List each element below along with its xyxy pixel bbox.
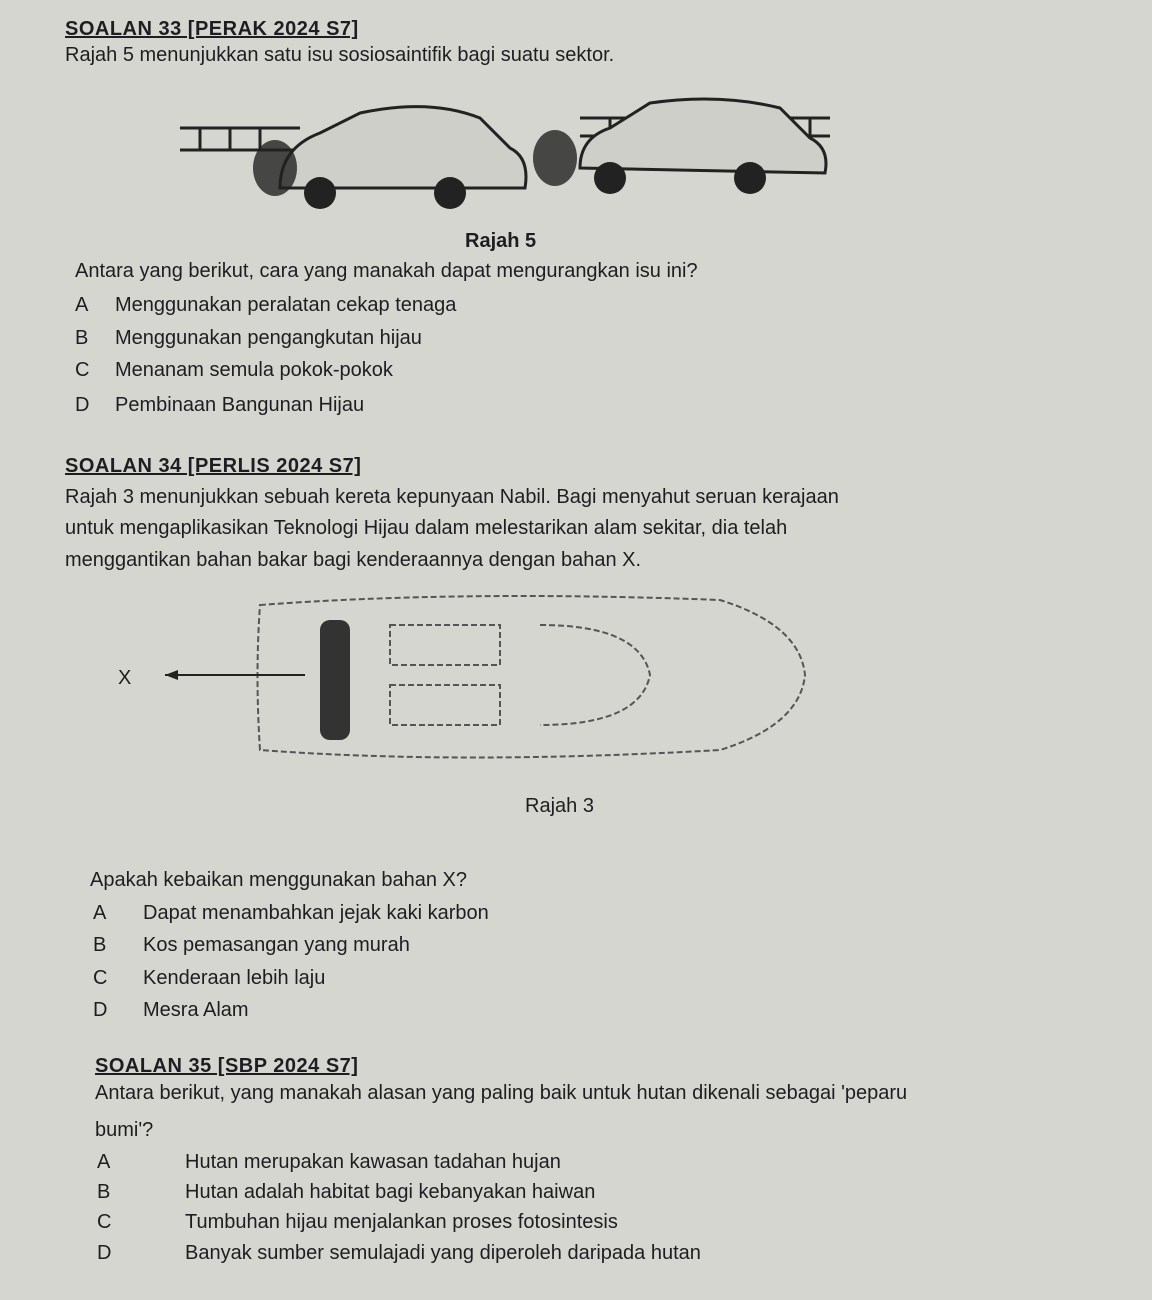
q34-figure-caption: Rajah 3: [525, 795, 594, 817]
option-letter: D: [93, 999, 108, 1021]
q35-question-line: bumi'?: [95, 1119, 154, 1141]
option-letter: B: [75, 327, 89, 349]
option-text: Tumbuhan hijau menjalankan proses fotosintesis: [185, 1211, 618, 1233]
q35-question-line: Antara berikut, yang manakah alasan yang paling baik untuk hutan dikenali sebagai 'peparu: [95, 1082, 908, 1104]
q34-intro-line: Rajah 3 menunjukkan sebuah kereta kepunyaan Nabil. Bagi menyahut seruan kerajaan: [65, 486, 839, 508]
x-label: X: [118, 667, 132, 689]
option-letter: C: [97, 1211, 112, 1233]
q34-intro-line: menggantikan bahan bakar bagi kenderaannya dengan bahan X.: [65, 549, 642, 571]
q33-option-b[interactable]: [75, 327, 422, 350]
option-text: Dapat menambahkan jejak kaki karbon: [143, 902, 489, 924]
q33-question: Antara yang berikut, cara yang manakah dapat mengurangkan isu ini?: [75, 260, 698, 282]
q34-intro-line: untuk mengaplikasikan Teknologi Hijau dalam melestarikan alam sekitar, dia telah: [65, 517, 788, 539]
q33-option-c[interactable]: [75, 359, 393, 382]
option-letter: D: [75, 394, 90, 416]
car-left: [280, 107, 526, 188]
option-text: Pembinaan Bangunan Hijau: [115, 394, 365, 416]
traffic-jam-figure: [180, 88, 830, 223]
option-letter: A: [97, 1151, 111, 1173]
option-letter: A: [75, 294, 89, 316]
q34-heading: SOALAN 34 [PERLIS 2024 S7]: [65, 455, 362, 477]
option-text: Hutan adalah habitat bagi kebanyakan haiwan: [185, 1181, 596, 1203]
option-letter: B: [97, 1181, 111, 1203]
option-text: Kenderaan lebih laju: [143, 967, 326, 989]
option-text: Mesra Alam: [143, 999, 249, 1021]
q35-option-c[interactable]: [97, 1211, 618, 1234]
option-letter: B: [93, 934, 107, 956]
car-top-view-figure: [160, 585, 810, 765]
q34-option-c[interactable]: [93, 967, 325, 990]
q33-heading: SOALAN 33 [PERAK 2024 S7]: [65, 18, 359, 40]
q34-option-a[interactable]: [93, 902, 489, 925]
option-text: Menggunakan peralatan cekap tenaga: [115, 294, 457, 316]
option-letter: C: [93, 967, 108, 989]
option-text: Menanam semula pokok-pokok: [115, 359, 393, 381]
option-letter: D: [97, 1242, 112, 1264]
q34-option-b[interactable]: [93, 934, 410, 957]
q33-option-d[interactable]: [75, 394, 364, 417]
q33-intro: Rajah 5 menunjukkan satu isu sosiosaintifik bagi suatu sektor.: [65, 44, 615, 66]
option-text: Banyak sumber semulajadi yang diperoleh daripada hutan: [185, 1242, 701, 1264]
q35-heading: SOALAN 35 [SBP 2024 S7]: [95, 1055, 359, 1077]
q34-option-d[interactable]: [93, 999, 249, 1022]
option-text: Kos pemasangan yang murah: [143, 934, 410, 956]
q35-option-a[interactable]: [97, 1151, 561, 1174]
q35-option-b[interactable]: [97, 1181, 595, 1204]
option-letter: C: [75, 359, 90, 381]
q35-option-d[interactable]: [97, 1242, 701, 1265]
car-right: [580, 99, 826, 173]
q33-option-a[interactable]: [75, 294, 456, 317]
option-text: Hutan merupakan kawasan tadahan hujan: [185, 1151, 561, 1173]
option-letter: A: [93, 902, 107, 924]
option-text: Menggunakan pengangkutan hijau: [115, 327, 422, 349]
q34-question: Apakah kebaikan menggunakan bahan X?: [90, 869, 467, 891]
q33-figure-caption: Rajah 5: [465, 230, 537, 252]
